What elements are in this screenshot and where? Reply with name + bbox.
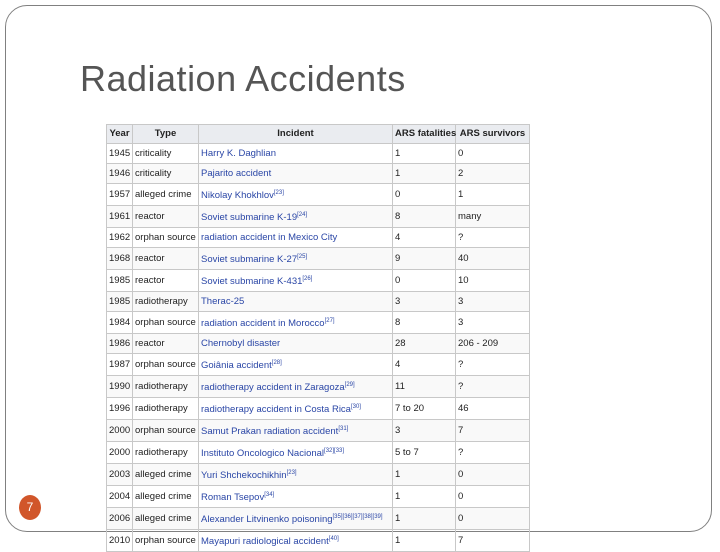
cell-ars-survivors-text: 46: [458, 402, 469, 414]
cell-ars-survivors: [456, 184, 530, 206]
cell-year-text: 1985: [109, 274, 131, 286]
table-row: [107, 164, 530, 184]
table-row: [107, 420, 530, 442]
table-row: [107, 376, 530, 398]
cell-ars-survivors-text: ?: [458, 380, 464, 392]
cell-type: [133, 228, 199, 248]
cell-ars-survivors-text: 206 - 209: [458, 337, 499, 349]
cell-year-text: 1985: [109, 295, 131, 307]
cell-incident-link-text[interactable]: Mayapuri radiological accident: [201, 536, 329, 547]
cell-incident-link-text[interactable]: Soviet submarine K-27: [201, 254, 298, 265]
cell-ars-fatalities: [393, 442, 456, 464]
cell-ars-survivors: [456, 270, 530, 292]
cell-incident-link-text[interactable]: Pajarito accident: [201, 167, 272, 179]
cell-ars-fatalities: [393, 206, 456, 228]
citation-ref[interactable]: [34]: [264, 492, 275, 498]
cell-incident-link[interactable]: [199, 184, 393, 206]
cell-ars-survivors-text: 7: [458, 424, 464, 436]
cell-ars-fatalities: [393, 486, 456, 508]
cell-type-text: orphan source: [135, 358, 196, 370]
cell-ars-fatalities: [393, 530, 456, 552]
cell-type: [133, 206, 199, 228]
cell-ars-fatalities: [393, 144, 456, 164]
cell-incident-link-text[interactable]: Nikolay Khokhlov: [201, 190, 274, 201]
cell-year-text: 1961: [109, 210, 131, 222]
cell-incident-link-text[interactable]: Goiânia accident: [201, 360, 272, 371]
cell-ars-fatalities-text: 8: [395, 316, 401, 328]
cell-incident-link[interactable]: [199, 442, 393, 464]
cell-type: [133, 376, 199, 398]
cell-type-text: alleged crime: [135, 468, 192, 480]
cell-incident-link-text[interactable]: Soviet submarine K-19: [201, 212, 298, 223]
cell-type: [133, 398, 199, 420]
cell-ars-fatalities-text: 11: [395, 380, 405, 392]
cell-year: [107, 228, 133, 248]
cell-type-text: alleged crime: [135, 188, 192, 200]
cell-year: [107, 206, 133, 228]
cell-year: [107, 248, 133, 270]
cell-incident-link[interactable]: [199, 398, 393, 420]
cell-year: [107, 442, 133, 464]
cell-incident-link-text[interactable]: radiotherapy accident in Zaragoza: [201, 382, 345, 393]
cell-incident-link[interactable]: [199, 270, 393, 292]
cell-type-text: radiotherapy: [135, 446, 188, 458]
cell-year-text: 2000: [109, 446, 131, 458]
citation-ref[interactable]: [28]: [271, 360, 282, 366]
cell-type-text: reactor: [135, 337, 165, 349]
cell-incident-link[interactable]: [199, 228, 393, 248]
table-row: [107, 184, 530, 206]
cell-ars-fatalities: [393, 508, 456, 530]
cell-ars-survivors: [456, 312, 530, 334]
cell-type: [133, 184, 199, 206]
citation-ref[interactable]: [30]: [350, 404, 361, 410]
cell-ars-fatalities-text: 1: [395, 534, 401, 546]
cell-incident-link-text[interactable]: Alexander Litvinenko poisoning: [201, 514, 333, 525]
citation-ref[interactable]: [32][33]: [324, 448, 345, 454]
cell-ars-survivors-text: 10: [458, 274, 469, 286]
cell-ars-fatalities: [393, 334, 456, 354]
cell-type-text: orphan source: [135, 534, 196, 546]
cell-type-text: alleged crime: [135, 512, 192, 524]
cell-ars-survivors-text: 0: [458, 512, 464, 524]
cell-type: [133, 292, 199, 312]
cell-year-text: 1957: [109, 188, 131, 200]
cell-year-text: 1946: [109, 167, 131, 179]
cell-year: [107, 334, 133, 354]
cell-type: [133, 334, 199, 354]
citation-ref[interactable]: [40]: [328, 536, 339, 542]
cell-incident-link[interactable]: [199, 420, 393, 442]
cell-type: [133, 530, 199, 552]
cell-year-text: 2010: [109, 534, 131, 546]
cell-ars-survivors: [456, 398, 530, 420]
cell-ars-survivors-text: 3: [458, 295, 464, 307]
cell-ars-fatalities-text: 8: [395, 210, 401, 222]
cell-type-text: alleged crime: [135, 490, 192, 502]
cell-incident-link[interactable]: [199, 144, 393, 164]
table-row: [107, 508, 530, 530]
cell-incident-link[interactable]: [199, 376, 393, 398]
citation-ref[interactable]: [31]: [338, 426, 349, 432]
cell-ars-survivors-text: 40: [458, 252, 469, 264]
column-header-incident: Incident: [199, 125, 393, 144]
citation-ref[interactable]: [27]: [324, 318, 335, 324]
table-row: [107, 248, 530, 270]
cell-incident-link[interactable]: [199, 206, 393, 228]
cell-type-text: reactor: [135, 274, 165, 286]
table-row: [107, 270, 530, 292]
cell-ars-fatalities: [393, 354, 456, 376]
cell-year-text: 1984: [109, 316, 131, 328]
cell-ars-survivors-text: 7: [458, 534, 464, 546]
citation-ref[interactable]: [29]: [344, 382, 355, 388]
cell-ars-survivors-text: 0: [458, 490, 464, 502]
cell-incident-link-text[interactable]: Soviet submarine K-431: [201, 276, 303, 287]
cell-ars-fatalities-text: 1: [395, 512, 401, 524]
cell-year-text: 2004: [109, 490, 131, 502]
citation-ref[interactable]: [23]: [286, 470, 297, 476]
cell-ars-survivors: [456, 530, 530, 552]
cell-ars-fatalities-text: 4: [395, 231, 401, 243]
cell-incident-link-text[interactable]: radiation accident in Morocco: [201, 318, 325, 329]
cell-ars-survivors: [456, 292, 530, 312]
cell-year: [107, 164, 133, 184]
cell-ars-fatalities: [393, 420, 456, 442]
cell-type-text: criticality: [135, 147, 172, 159]
column-header-type: Type: [133, 125, 199, 144]
cell-ars-fatalities: [393, 184, 456, 206]
citation-ref[interactable]: [25]: [297, 254, 308, 260]
cell-year-text: 1986: [109, 337, 131, 349]
table-row: [107, 486, 530, 508]
cell-ars-fatalities: [393, 292, 456, 312]
cell-year: [107, 270, 133, 292]
citation-ref[interactable]: [24]: [297, 212, 308, 218]
radiation-accidents-table: [106, 124, 530, 552]
cell-type: [133, 312, 199, 334]
cell-ars-fatalities-text: 1: [395, 468, 401, 480]
cell-year: [107, 354, 133, 376]
cell-type-text: radiotherapy: [135, 380, 188, 392]
cell-year-text: 1987: [109, 358, 131, 370]
cell-ars-fatalities: [393, 376, 456, 398]
cell-incident-link-text[interactable]: Samut Prakan radiation accident: [201, 426, 339, 437]
table-row: [107, 228, 530, 248]
cell-ars-survivors: [456, 228, 530, 248]
cell-incident-link-text[interactable]: Roman Tsepov: [201, 492, 265, 503]
cell-ars-fatalities: [393, 248, 456, 270]
cell-incident-link-text[interactable]: Therac-25: [201, 295, 245, 307]
cell-type: [133, 508, 199, 530]
table-row: [107, 464, 530, 486]
cell-ars-fatalities: [393, 398, 456, 420]
table-row: [107, 206, 530, 228]
cell-type-text: criticality: [135, 167, 172, 179]
table-row: [107, 530, 530, 552]
cell-year-text: 2006: [109, 512, 131, 524]
cell-year-text: 1968: [109, 252, 131, 264]
cell-ars-fatalities-text: 1: [395, 167, 401, 179]
cell-ars-survivors: [456, 486, 530, 508]
cell-incident-link-text[interactable]: Yuri Shchekochikhin: [201, 470, 287, 481]
cell-ars-survivors-text: ?: [458, 358, 464, 370]
cell-ars-survivors: [456, 442, 530, 464]
cell-ars-fatalities-text: 0: [395, 274, 401, 286]
cell-incident-link[interactable]: [199, 486, 393, 508]
cell-type: [133, 442, 199, 464]
cell-type: [133, 270, 199, 292]
cell-type-text: reactor: [135, 252, 165, 264]
cell-year: [107, 464, 133, 486]
cell-type: [133, 464, 199, 486]
cell-incident-link[interactable]: [199, 248, 393, 270]
accident-table-container: [106, 124, 529, 547]
cell-incident-link-text[interactable]: Chernobyl disaster: [201, 337, 281, 349]
cell-year-text: 2003: [109, 468, 131, 480]
cell-ars-fatalities: [393, 270, 456, 292]
cell-ars-fatalities: [393, 312, 456, 334]
cell-ars-survivors: [456, 420, 530, 442]
cell-incident-link[interactable]: [199, 292, 393, 312]
cell-ars-fatalities-text: 9: [395, 252, 401, 264]
cell-incident-link[interactable]: [199, 464, 393, 486]
cell-ars-fatalities: [393, 164, 456, 184]
table-row: [107, 312, 530, 334]
column-header-ars-survivors: ARS survivors: [456, 125, 530, 144]
cell-ars-fatalities-text: 3: [395, 424, 401, 436]
cell-ars-survivors-text: 2: [458, 167, 464, 179]
cell-ars-survivors-text: ?: [458, 231, 464, 243]
cell-type: [133, 354, 199, 376]
cell-type: [133, 248, 199, 270]
cell-year-text: 1996: [109, 402, 131, 414]
cell-ars-fatalities-text: 4: [395, 358, 401, 370]
cell-incident-link[interactable]: [199, 530, 393, 552]
cell-type-text: radiotherapy: [135, 402, 188, 414]
cell-ars-fatalities-text: 0: [395, 188, 401, 200]
cell-type: [133, 164, 199, 184]
cell-year-text: 2000: [109, 424, 131, 436]
cell-incident-link[interactable]: [199, 164, 393, 184]
citation-ref[interactable]: [35][36][37][38][39]: [332, 514, 383, 520]
cell-type-text: orphan source: [135, 424, 196, 436]
cell-year-text: 1945: [109, 147, 131, 159]
cell-year-text: 1962: [109, 231, 131, 243]
column-header-year: Year: [107, 125, 133, 144]
table-row: [107, 292, 530, 312]
cell-type-text: orphan source: [135, 231, 196, 243]
cell-year: [107, 486, 133, 508]
cell-ars-survivors: [456, 354, 530, 376]
citation-ref[interactable]: [23]: [273, 190, 284, 196]
slide-title: Radiation Accidents: [80, 58, 406, 99]
cell-ars-survivors-text: ?: [458, 446, 464, 458]
cell-ars-survivors: [456, 464, 530, 486]
cell-ars-survivors: [456, 206, 530, 228]
cell-incident-link-text[interactable]: radiotherapy accident in Costa Rica: [201, 404, 351, 415]
column-header-ars-fatalities: ARS fatalities: [393, 125, 456, 144]
table-row: [107, 334, 530, 354]
cell-year: [107, 184, 133, 206]
cell-year: [107, 508, 133, 530]
cell-incident-link-text[interactable]: Instituto Oncologico Nacional: [201, 448, 325, 459]
cell-ars-survivors: [456, 508, 530, 530]
cell-year: [107, 530, 133, 552]
table-row: [107, 442, 530, 464]
cell-ars-survivors: [456, 164, 530, 184]
cell-type: [133, 486, 199, 508]
cell-ars-fatalities-text: 5 to 7: [395, 446, 419, 458]
cell-ars-survivors: [456, 334, 530, 354]
cell-year: [107, 398, 133, 420]
table-row: [107, 398, 530, 420]
cell-ars-fatalities-text: 28: [395, 337, 406, 349]
cell-type-text: orphan source: [135, 316, 196, 328]
cell-ars-survivors: [456, 248, 530, 270]
cell-ars-fatalities: [393, 464, 456, 486]
table-row: [107, 144, 530, 164]
cell-ars-survivors: [456, 376, 530, 398]
cell-incident-link[interactable]: [199, 508, 393, 530]
cell-year-text: 1990: [109, 380, 131, 392]
cell-ars-survivors-text: many: [458, 210, 482, 222]
cell-incident-link[interactable]: [199, 354, 393, 376]
citation-ref[interactable]: [26]: [302, 276, 313, 282]
cell-year: [107, 144, 133, 164]
cell-year: [107, 292, 133, 312]
cell-ars-survivors-text: 0: [458, 147, 464, 159]
cell-ars-fatalities-text: 7 to 20: [395, 402, 425, 414]
cell-ars-fatalities-text: 1: [395, 490, 401, 502]
table-header-row: [107, 125, 530, 144]
cell-incident-link-text[interactable]: Harry K. Daghlian: [201, 147, 276, 159]
cell-incident-link[interactable]: [199, 334, 393, 354]
cell-ars-survivors: [456, 144, 530, 164]
cell-type: [133, 420, 199, 442]
cell-incident-link[interactable]: [199, 312, 393, 334]
cell-ars-fatalities-text: 3: [395, 295, 401, 307]
table-body: [107, 144, 530, 552]
cell-ars-fatalities-text: 1: [395, 147, 401, 159]
cell-year: [107, 420, 133, 442]
cell-type-text: reactor: [135, 210, 165, 222]
cell-ars-fatalities: [393, 228, 456, 248]
cell-ars-survivors-text: 1: [458, 188, 464, 200]
cell-type: [133, 144, 199, 164]
page-number-badge: 7: [19, 495, 41, 520]
cell-type-text: radiotherapy: [135, 295, 188, 307]
cell-year: [107, 312, 133, 334]
table-row: [107, 354, 530, 376]
cell-incident-link-text[interactable]: radiation accident in Mexico City: [201, 231, 338, 243]
cell-ars-survivors-text: 0: [458, 468, 464, 480]
cell-year: [107, 376, 133, 398]
cell-ars-survivors-text: 3: [458, 316, 464, 328]
